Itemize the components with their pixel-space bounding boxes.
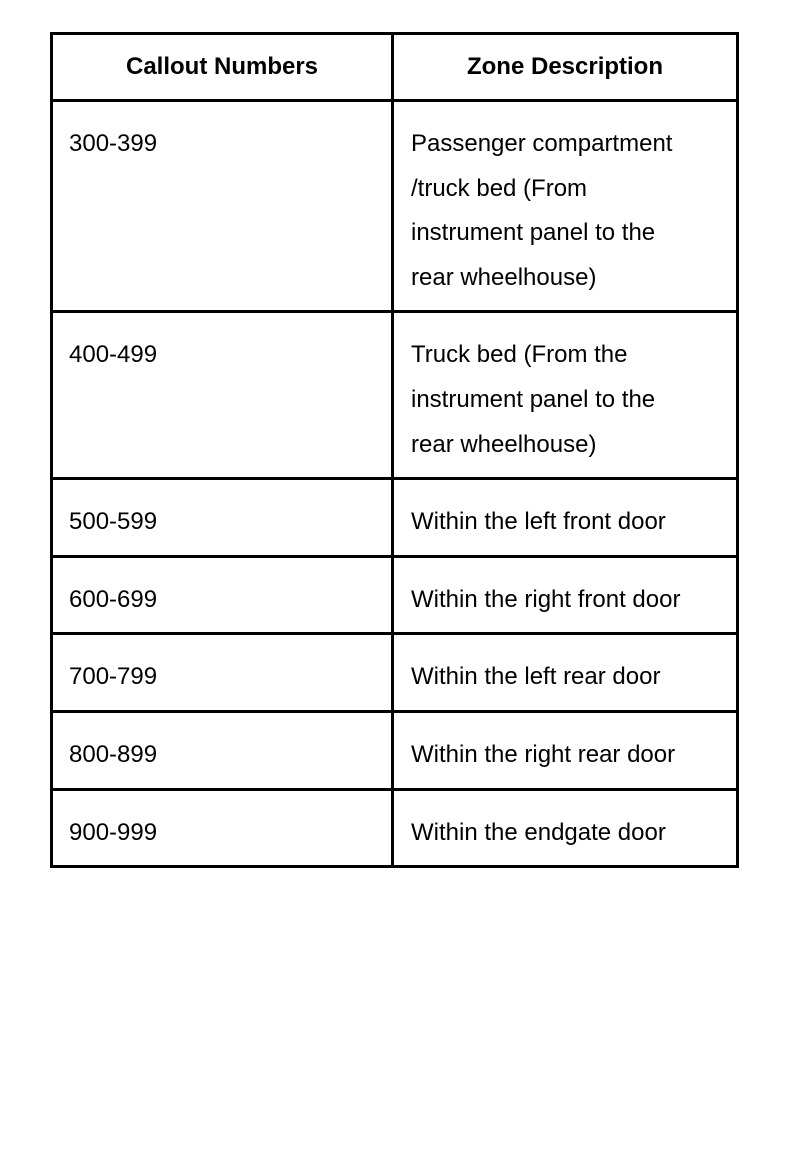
zone-description-cell: Within the endgate door <box>393 789 738 867</box>
callout-range-cell: 500-599 <box>52 479 393 557</box>
callout-range-cell: 700-799 <box>52 634 393 712</box>
table-row <box>52 312 738 479</box>
zone-description-cell: Within the left front door <box>393 479 738 557</box>
table-row <box>52 556 738 634</box>
table-row <box>52 711 738 789</box>
table-row <box>52 101 738 312</box>
zone-description-cell: Truck bed (From the instrument panel to the rear wheelhouse) <box>393 312 738 479</box>
callout-range-cell: 400-499 <box>52 312 393 479</box>
callout-range-cell: 600-699 <box>52 556 393 634</box>
callout-range-cell: 800-899 <box>52 711 393 789</box>
zone-description-cell: Within the right front door <box>393 556 738 634</box>
zone-description-cell: Within the right rear door <box>393 711 738 789</box>
table-header-row <box>52 34 738 101</box>
table-row <box>52 634 738 712</box>
callout-range-cell: 300-399 <box>52 101 393 312</box>
table-row <box>52 789 738 867</box>
table-row <box>52 479 738 557</box>
zone-description-header: Zone Description <box>393 34 738 101</box>
callout-range-cell: 900-999 <box>52 789 393 867</box>
zone-description-cell: Within the left rear door <box>393 634 738 712</box>
callout-zone-table <box>50 32 739 868</box>
callout-numbers-header: Callout Numbers <box>52 34 393 101</box>
zone-description-cell: Passenger compartment /truck bed (From instrument panel to the rear wheelhouse) <box>393 101 738 312</box>
